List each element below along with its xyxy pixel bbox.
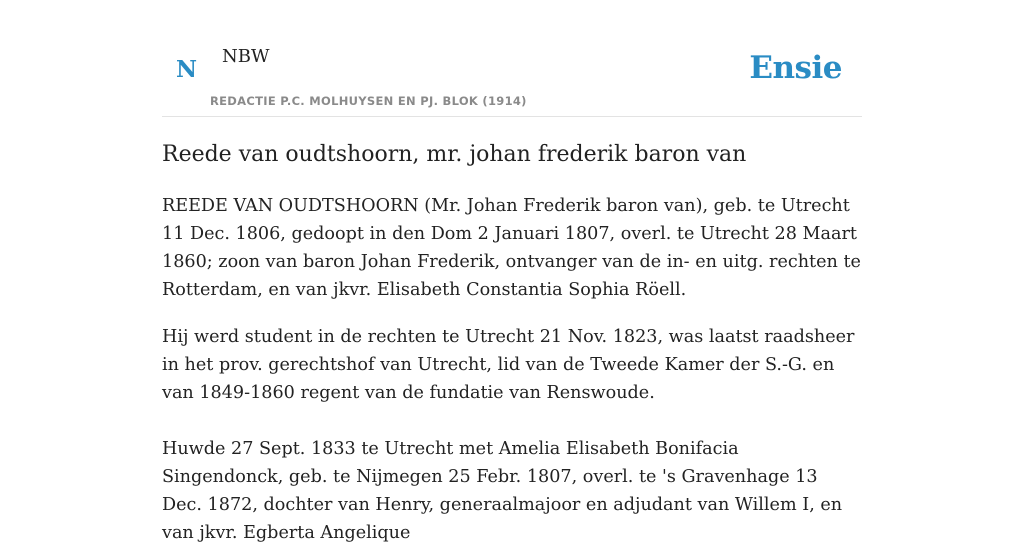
source-logo[interactable]: N: [176, 56, 198, 83]
source-title-link[interactable]: NBW: [222, 46, 270, 67]
article-title: Reede van oudtshoorn, mr. johan frederik baron van: [162, 142, 747, 167]
article-paragraph: Hij werd student in de rechten te Utrecht 21 Nov. 1823, was laatst raadsheer in het prov. gerechtshof van Utrecht, lid van de Tweede Kamer der S.-G. en van 1849-1860 regent van de fundatie van Renswoude.: [162, 327, 855, 403]
source-header: [162, 0, 862, 117]
source-subtitle: REDACTIE P.C. MOLHUYSEN EN PJ. BLOK (1914): [210, 94, 527, 108]
article-paragraph: Huwde 27 Sept. 1833 te Utrecht met Amelia Elisabeth Bonifacia Singendonck, geb. te Nijmegen 25 Febr. 1807, overl. te 's Gravenhage 13 Dec. 1872, dochter van Henry, generaalmajoor en adjudant van Willem I, en van jkvr. Egberta Angelique: [162, 439, 843, 543]
article-paragraph: REEDE VAN OUDTSHOORN (Mr. Johan Frederik baron van), geb. te Utrecht 11 Dec. 1806, gedoopt in den Dom 2 Januari 1807, overl. te Utrecht 28 Maart 1860; zoon van baron Johan Frederik, ontvanger van de in- en uitg. rechten te Rotterdam, en van jkvr. Elisabeth Constantia Sophia Röell.: [162, 196, 861, 300]
ensie-logo[interactable]: Ensie: [749, 50, 842, 86]
